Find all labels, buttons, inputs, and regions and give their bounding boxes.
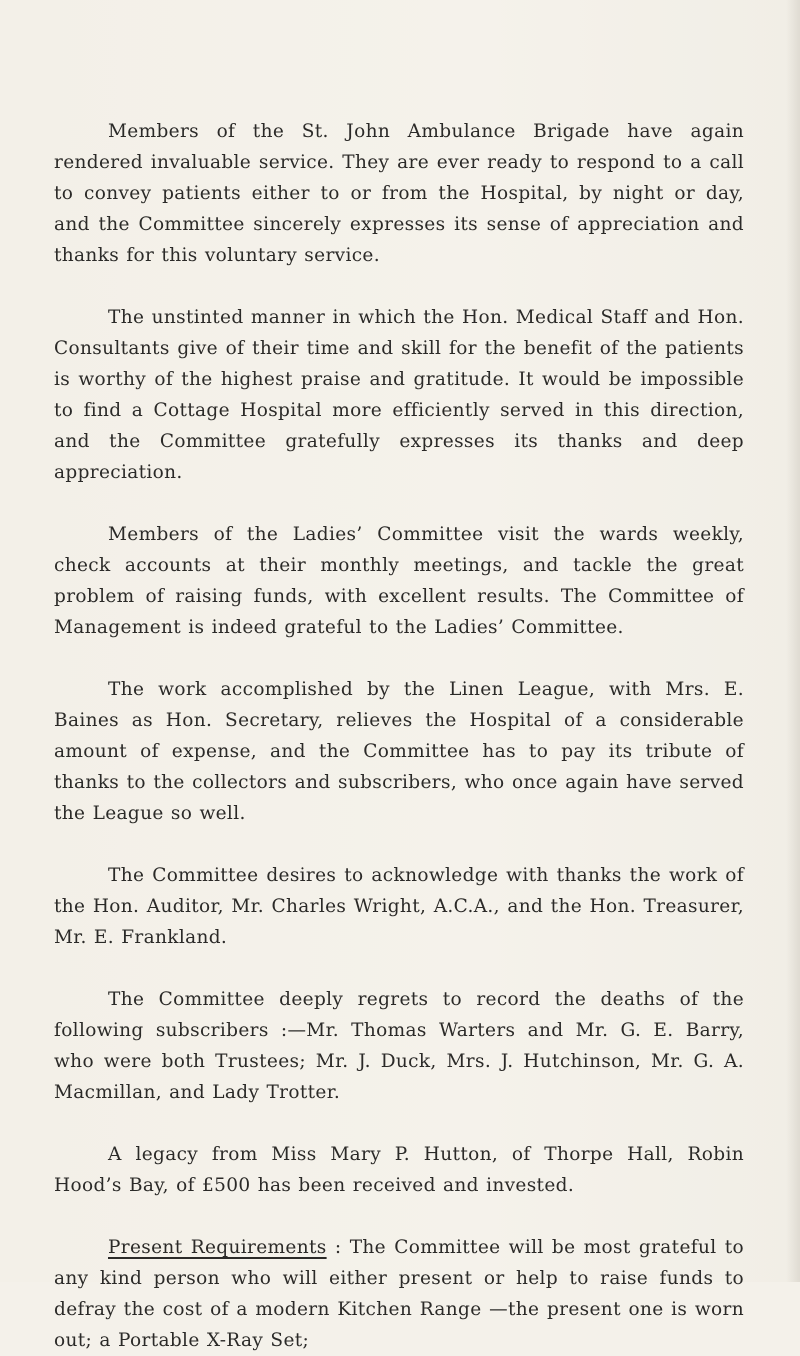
page-edge-shadow: [786, 0, 800, 1282]
requirements-text: The Committee will be most grateful to any kind person who will either present or help to raise funds to defray the cost of a modern Kitchen Range —the present one is worn out; a Portable X-Ray Set;: [54, 1237, 744, 1351]
requirements-separator: :: [326, 1237, 350, 1258]
paragraph-linen-league: The work accomplished by the Linen League, with Mrs. E. Baines as Hon. Secretary, relieves the Hospital of a considerable amount of expense, and the Committee has to pay its tribute of thanks to the collectors and subscribers, who once again have served the League so well.: [54, 679, 744, 824]
paragraph-legacy: A legacy from Miss Mary P. Hutton, of Thorpe Hall, Robin Hood’s Bay, of £500 has been received and invested.: [54, 1144, 744, 1196]
paragraph-ladies-committee: Members of the Ladies’ Committee visit the wards weekly, check accounts at their monthly meetings, and tackle the great problem of raising funds, with excellent results. The Committee of Management is indeed grateful to the Ladies’ Committee.: [54, 524, 744, 638]
paragraph-deaths: The Committee deeply regrets to record the deaths of the following subscribers :—Mr. Thomas Warters and Mr. G. E. Barry, who were both Trustees; Mr. J. Duck, Mrs. J. Hutchinson, Mr. G. A. Macmillan, and Lady Trotter.: [54, 989, 744, 1103]
paragraph-medical-staff: The unstinted manner in which the Hon. Medical Staff and Hon. Consultants give of their time and skill for the benefit of the patients is worthy of the highest praise and gratitude. It would be impossible to find a Cottage Hospital more efficiently served in this direction, and the Committee gratefully expresses its thanks and deep appreciation.: [54, 307, 744, 483]
paragraph-present-requirements: [54, 1232, 744, 1356]
paragraph-st-john-ambulance: Members of the St. John Ambulance Brigade have again rendered invaluable service. They are ever ready to respond to a call to convey patients either to or from the Hospital, by night or day, and the Committee sincerely expresses its sense of appreciation and thanks for this voluntary service.: [54, 121, 744, 266]
paragraph-auditor-treasurer: The Committee desires to acknowledge with thanks the work of the Hon. Auditor, Mr. Charles Wright, A.C.A., and the Hon. Treasurer, Mr. E. Frankland.: [54, 865, 744, 948]
text-column: [54, 116, 744, 1356]
requirements-heading: Present Requirements: [108, 1237, 327, 1258]
